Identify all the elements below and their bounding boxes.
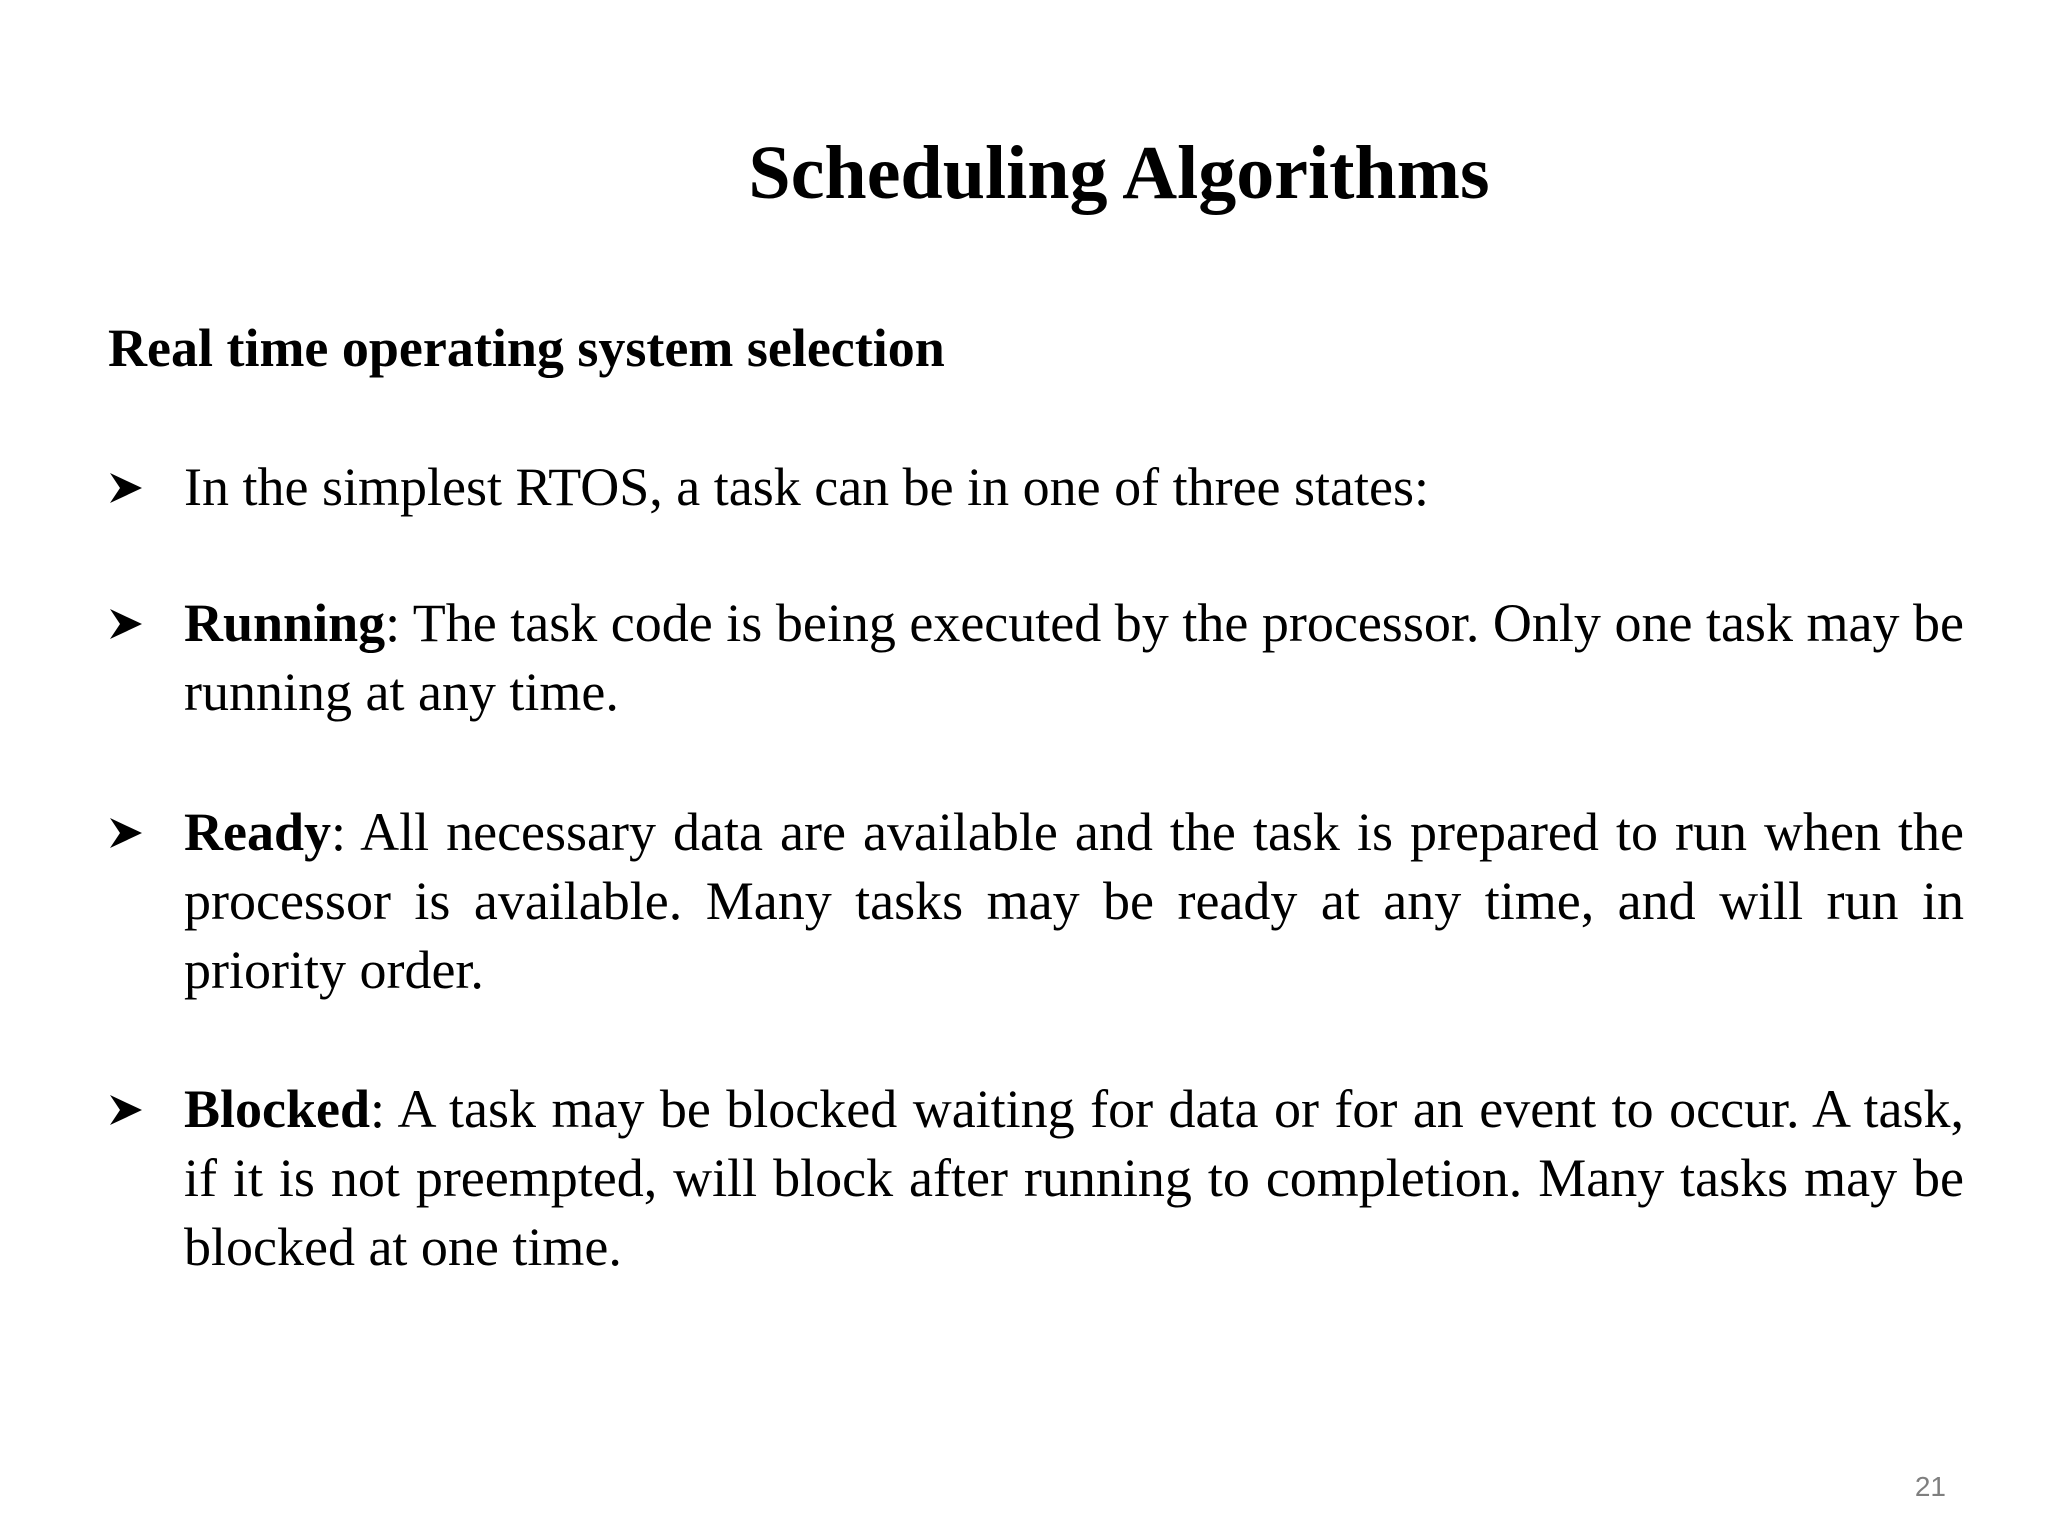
arrowhead-bullet-icon [108, 589, 184, 658]
bullet-term: Ready [184, 802, 331, 862]
bullet-separator: : [370, 1079, 386, 1139]
bullet-separator: : [385, 593, 401, 653]
bullet-text [184, 798, 1964, 1005]
bullet-item-ready [108, 798, 1964, 1005]
bullet-text [184, 1075, 1964, 1282]
slide-title: Scheduling Algorithms [748, 131, 1490, 215]
arrowhead-bullet-icon [108, 1075, 184, 1144]
bullet-item-running [108, 589, 1964, 727]
arrowhead-bullet-icon [108, 798, 184, 867]
bullet-item-intro [108, 453, 1964, 522]
slide-subtitle: Real time operating system selection [108, 318, 945, 378]
bullet-body: In the simplest RTOS, a task can be in one of three states: [184, 457, 1429, 517]
bullet-text [184, 589, 1964, 727]
page-number: 21 [1914, 1471, 1946, 1502]
bullet-item-blocked [108, 1075, 1964, 1282]
bullet-body: A task may be blocked waiting for data or for an event to occur. A task, if it is not preempted, will block after running to completion. Many tasks may be blocked at one time. [184, 1079, 1964, 1277]
bullet-text [184, 453, 1964, 522]
bullet-term: Blocked [184, 1079, 371, 1139]
arrowhead-bullet-icon [108, 453, 184, 522]
bullet-separator: : [331, 802, 347, 862]
bullet-body: All necessary data are available and the task is prepared to run when the processor is available. Many tasks may be ready at any time, and will run in priority order. [184, 802, 1964, 1000]
bullet-body: The task code is being executed by the processor. Only one task may be running at any time. [184, 593, 1964, 722]
bullet-term: Running [184, 593, 386, 653]
